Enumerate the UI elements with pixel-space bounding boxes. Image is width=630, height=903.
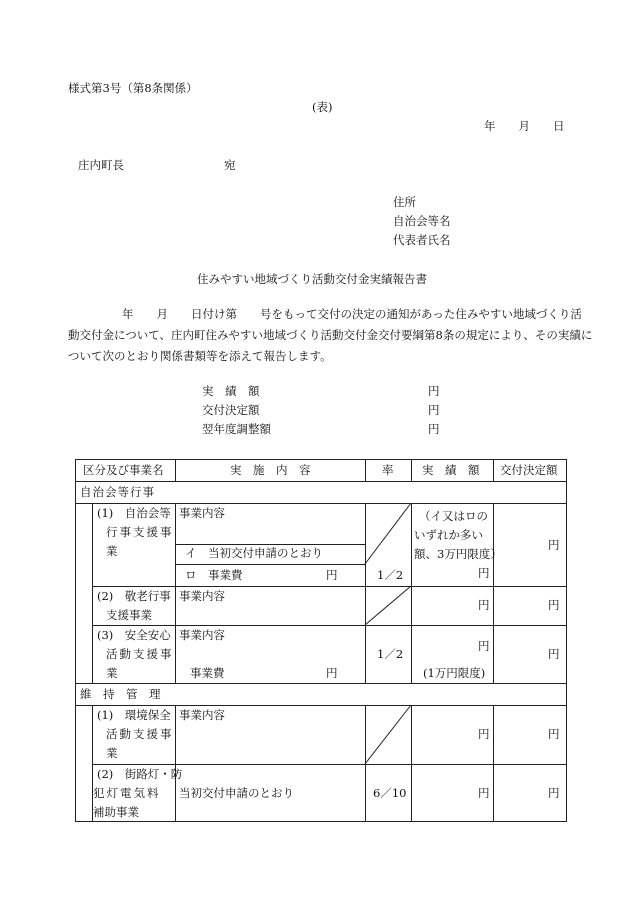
item3-name: 活動支援事 xyxy=(106,647,174,661)
item1-rate: 1／2 xyxy=(377,568,404,582)
item1-actual-note: いずれか多い xyxy=(414,528,483,542)
table-rule xyxy=(365,459,366,482)
table-rule xyxy=(365,503,366,683)
table-rule xyxy=(175,564,365,565)
item4-name: 業 xyxy=(106,746,118,760)
item5-content: 当初交付申請のとおり xyxy=(179,786,294,800)
item3-content: 事業費 xyxy=(190,666,225,680)
table-rule xyxy=(493,503,494,683)
table-rule xyxy=(92,503,93,683)
table-rule xyxy=(411,503,412,683)
table-border-right xyxy=(566,459,567,822)
table-rule xyxy=(75,683,567,684)
item1-content-unit: 円 xyxy=(326,568,338,582)
item4-content: 事業内容 xyxy=(179,708,225,722)
table-rule xyxy=(175,503,176,683)
org-name-label: 自治会等名 xyxy=(393,214,451,228)
item5-name: 補助事業 xyxy=(93,805,139,819)
item3-actual-note: (1万円限度) xyxy=(423,666,486,680)
header-decided: 交付決定額 xyxy=(500,463,558,477)
body-line: 動交付金について、庄内町住みやすい地域づくり活動交付金交付要綱第8条の規定により、その実績に xyxy=(68,328,593,342)
address-label: 住所 xyxy=(393,195,416,209)
date-line: 年 月 日 xyxy=(484,119,565,133)
table-rule xyxy=(175,544,365,545)
item1-content: ロ 事業費 xyxy=(185,568,243,582)
table-rule xyxy=(175,459,176,482)
table-rule xyxy=(411,459,412,482)
rate-diagonal xyxy=(365,503,411,564)
table-border-left xyxy=(75,459,76,822)
body-line: ついて次のとおり関係書類等を添えて報告します。 xyxy=(68,349,332,363)
item2-actual-unit: 円 xyxy=(478,598,490,612)
summary-decided-label: 交付決定額 xyxy=(202,403,260,417)
side-label: (表) xyxy=(312,100,333,114)
report-body xyxy=(68,304,593,367)
item3-content: 事業内容 xyxy=(179,628,225,642)
item2-content: 事業内容 xyxy=(179,589,225,603)
item1-actual-note: （イ又はロの xyxy=(419,509,488,523)
item5-actual-unit: 円 xyxy=(478,786,490,800)
table-rule xyxy=(365,705,366,822)
item4-name: (1) 環境保全 xyxy=(97,708,171,722)
item3-content-unit: 円 xyxy=(326,666,338,680)
item1-name: 業 xyxy=(106,544,118,558)
summary-adjust-label: 翌年度調整額 xyxy=(202,422,271,436)
item1-actual-unit: 円 xyxy=(478,566,490,580)
item3-name: 業 xyxy=(106,666,118,680)
representative-label: 代表者氏名 xyxy=(393,233,451,247)
table-rule xyxy=(92,586,567,587)
item4-actual-unit: 円 xyxy=(478,727,490,741)
table-rule xyxy=(411,705,412,822)
summary-actual-unit: 円 xyxy=(428,384,440,398)
rate-diagonal xyxy=(365,586,411,625)
recipient-name: 庄内町長 xyxy=(78,158,124,172)
table-rule xyxy=(92,625,567,626)
summary-decided-unit: 円 xyxy=(428,403,440,417)
item1-name: (1) 自治会等 xyxy=(97,506,171,520)
item1-name: 行事支援事 xyxy=(106,525,174,539)
table-rule xyxy=(493,705,494,822)
item1-actual-note: 額、3万円限度） xyxy=(414,547,502,561)
form-number: 様式第3号（第8条関係） xyxy=(68,81,198,95)
item1-content: イ 当初交付申請のとおり xyxy=(185,546,323,560)
summary-adjust-unit: 円 xyxy=(428,422,440,436)
header-category: 区分及び事業名 xyxy=(83,463,164,477)
table-rule xyxy=(92,764,567,765)
item4-name: 活動支援事 xyxy=(106,727,174,741)
item3-decided-unit: 円 xyxy=(548,647,560,661)
rate-diagonal xyxy=(365,705,411,764)
recipient-suffix: 宛 xyxy=(224,158,236,172)
item3-rate: 1／2 xyxy=(377,647,404,661)
table-rule xyxy=(493,459,494,482)
header-content: 実 施 内 容 xyxy=(230,463,311,477)
item2-name: (2) 敬老行事 xyxy=(97,589,171,603)
item5-name: 犯灯電気料 xyxy=(93,786,161,800)
body-line: 年 月 日付け第 号をもって交付の決定の通知があった住みやすい地域づくり活 xyxy=(122,307,582,321)
item2-decided-unit: 円 xyxy=(548,598,560,612)
item1-content: 事業内容 xyxy=(179,506,225,520)
table-rule xyxy=(175,705,176,822)
group-header-events: 自治会等行事 xyxy=(80,485,155,499)
item1-decided-unit: 円 xyxy=(548,538,560,552)
item3-name: (3) 安全安心 xyxy=(97,628,171,642)
header-actual: 実 績 額 xyxy=(422,463,480,477)
header-rate: 率 xyxy=(382,463,394,477)
item4-decided-unit: 円 xyxy=(548,727,560,741)
item2-name: 支援事業 xyxy=(106,608,152,622)
document-title: 住みやすい地域づくり活動交付金実績報告書 xyxy=(197,272,427,286)
item3-actual-unit: 円 xyxy=(478,639,490,653)
item5-rate: 6／10 xyxy=(373,786,407,800)
item5-name: (2) 街路灯・防 xyxy=(97,767,183,781)
group-header-maintenance: 維 持 管 理 xyxy=(80,687,161,701)
item5-decided-unit: 円 xyxy=(548,786,560,800)
summary-actual-label: 実 績 額 xyxy=(202,384,260,398)
